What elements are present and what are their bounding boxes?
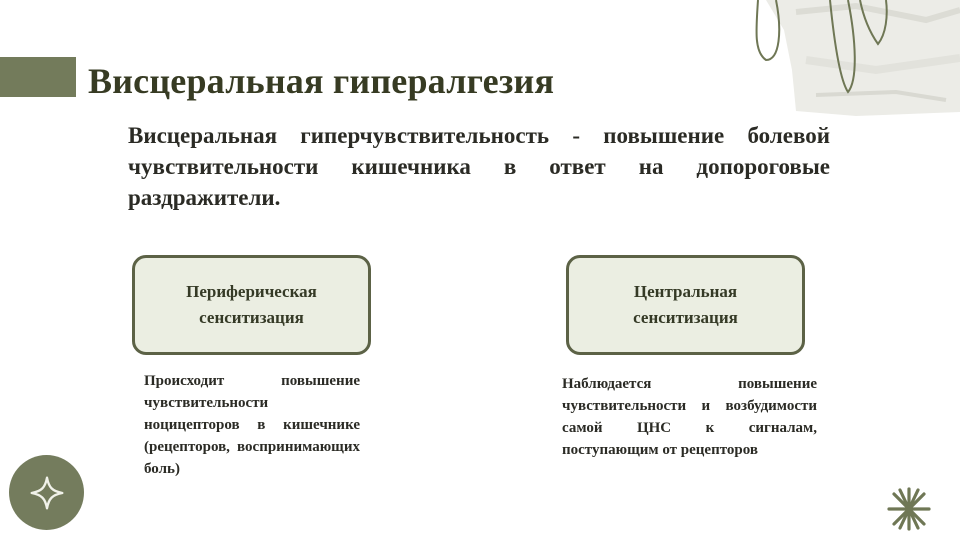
sparkle-badge — [9, 455, 84, 530]
slide-title: Висцеральная гипералгезия — [88, 61, 555, 101]
peripheral-sensitization-label: Периферическая сенситизация — [186, 282, 317, 327]
sparkle-star-icon — [29, 475, 65, 511]
central-sensitization-box — [566, 255, 805, 355]
title-accent-bar — [0, 57, 76, 97]
peripheral-sensitization-box — [132, 255, 371, 355]
central-sensitization-label: Центральная сенситизация — [633, 282, 738, 327]
central-description: Наблюдается повышение чувствительности и возбудимости самой ЦНС к сигналам, поступающим от рецепторов — [562, 376, 817, 458]
peripheral-description: Происходит повышение чувствительности ноцицепторов в кишечнике (рецепторов, воспринимающих боль) — [144, 373, 360, 477]
asterisk-flower-icon — [884, 486, 934, 532]
crumpled-paper-decoration — [696, 0, 960, 116]
definition-text: Висцеральная гиперчувствительность - повышение болевой чувствительности кишечника в ответ на допороговые раздражители. — [128, 123, 830, 210]
